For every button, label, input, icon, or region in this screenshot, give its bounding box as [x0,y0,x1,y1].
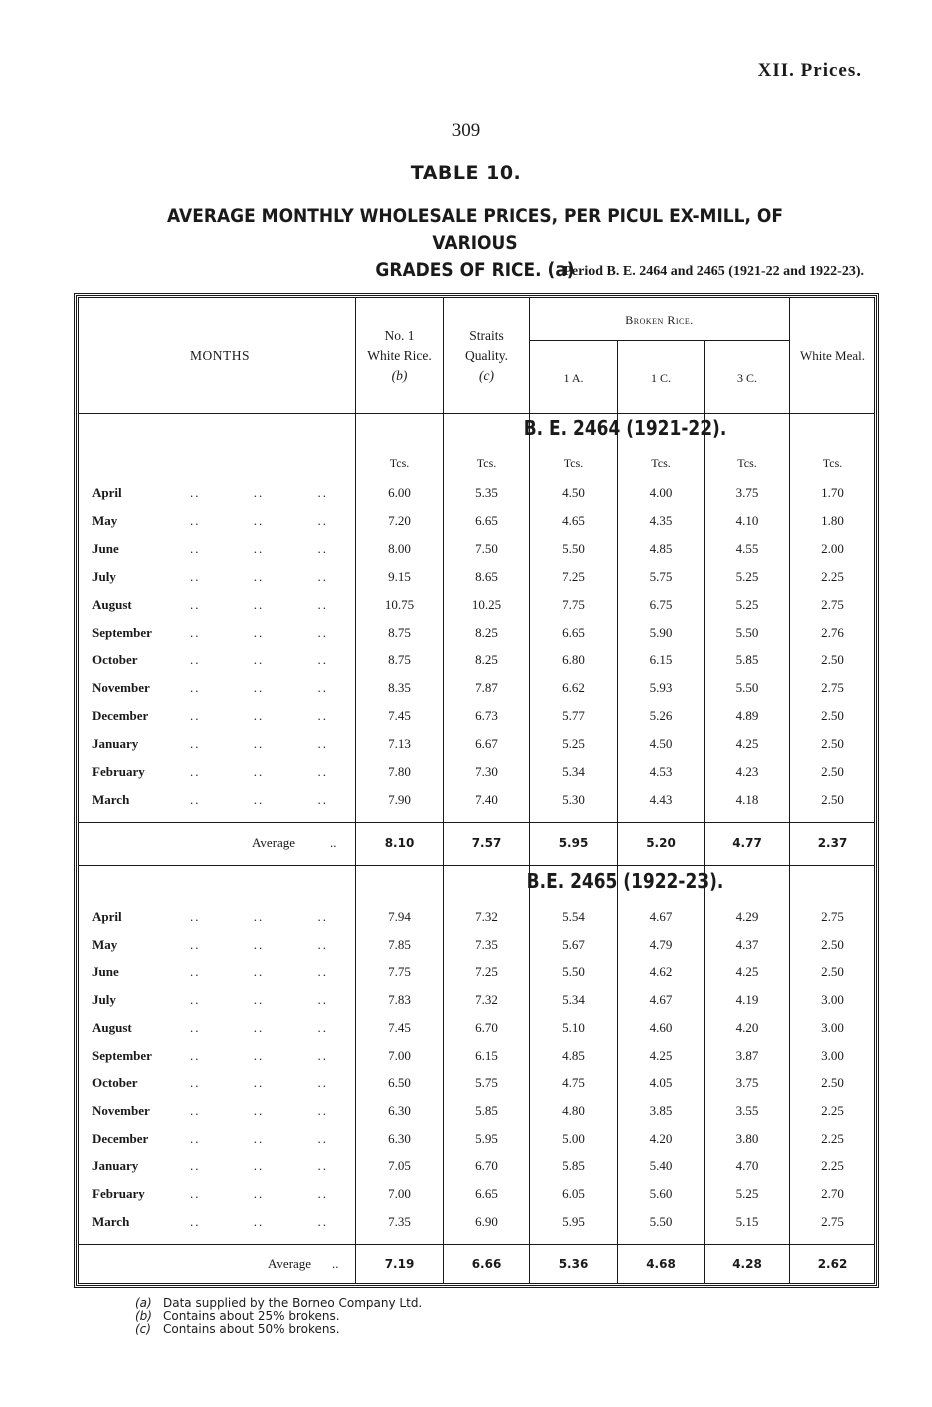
table-row [0,1211,932,1233]
average-row [0,1252,932,1276]
average-1a: 5.95 [558,836,589,850]
cell-straits: 6.73 [475,708,498,724]
cell-1c: 4.62 [649,964,673,980]
cell-1a: 5.25 [562,736,585,752]
unit-label-1c: Tcs. [651,456,671,470]
cell-straits: 5.85 [475,1102,498,1118]
table-row [0,761,932,783]
cell-1c: 4.25 [649,1047,673,1063]
month-label: October [92,1075,138,1091]
table-row [0,705,932,727]
month-label: September [92,624,152,640]
table-row [0,1045,932,1067]
unit-label-meal: Tcs. [822,456,843,470]
cell-no1: 7.94 [388,909,411,924]
header-no1-line1: No. 1 [384,328,415,343]
average-1a: 5.36 [558,1257,589,1271]
cell-1c: 5.26 [649,708,673,724]
cell-1c: 5.60 [649,1186,673,1201]
cell-no1: 7.05 [388,1158,411,1174]
cell-1c: 4.43 [649,791,673,807]
month-label: August [92,596,132,612]
cell-straits: 5.75 [475,1075,498,1091]
leader-dots: .. .. .. [190,791,328,807]
cell-3c: 4.18 [735,791,759,807]
table-row [0,1155,932,1177]
header-straits [444,326,529,386]
month-label: September [92,1047,152,1063]
cell-1a: 7.25 [562,568,585,584]
header-white-meal: White Meal. [800,348,865,363]
table-row [0,1128,932,1150]
table-row [0,1072,932,1094]
cell-1c: 5.40 [649,1158,673,1174]
cell-1c: 4.60 [649,1019,673,1035]
average-1c: 4.68 [646,1257,676,1271]
cell-meal: 3.00 [821,1047,844,1063]
cell-3c: 4.25 [735,736,759,752]
cell-1a: 6.05 [562,1186,585,1201]
footnotes [135,1297,422,1336]
leader-dots: .. .. .. [190,964,328,980]
cell-straits: 6.67 [475,736,498,752]
leader-dots: .. .. .. [190,624,328,640]
header-straits-line1: Straits [469,328,504,343]
leader-dots: .. .. .. [190,1213,328,1229]
leader-dots: .. .. .. [190,1130,328,1146]
cell-1a: 4.65 [562,512,585,528]
cell-1a: 4.50 [562,485,585,500]
leader-dots: .. .. .. [190,680,328,696]
cell-no1: 7.00 [388,1047,411,1063]
cell-1c: 6.15 [649,652,673,668]
month-label: February [92,1186,145,1201]
month-label: December [92,708,149,724]
cell-1c: 4.00 [649,485,673,500]
table-row [0,510,932,532]
cell-3c: 4.55 [735,540,759,556]
cell-1a: 5.54 [562,909,585,924]
cell-no1: 9.15 [388,568,411,584]
cell-straits: 8.25 [475,652,498,668]
cell-3c: 5.25 [735,596,759,612]
cell-1c: 5.93 [649,680,673,696]
cell-meal: 3.00 [821,1019,844,1035]
table-row [0,1017,932,1039]
table-row [0,538,932,560]
average-straits: 6.66 [471,1257,502,1271]
table-row [0,649,932,671]
cell-1c: 5.50 [649,1213,673,1229]
cell-no1: 7.75 [388,964,411,980]
cell-1a: 4.80 [562,1102,585,1118]
cell-1c: 4.05 [649,1075,673,1091]
cell-1a: 6.65 [562,624,585,640]
unit-label-3c: Tcs. [737,456,757,470]
cell-3c: 5.25 [735,1186,759,1201]
cell-straits: 6.70 [475,1019,498,1035]
leader-dots: .. .. .. [190,1102,328,1118]
table-row [0,934,932,956]
cell-3c: 5.15 [735,1213,759,1229]
month-label: April [92,909,122,924]
cell-3c: 3.75 [735,485,759,500]
running-head: XII. Prices. [757,60,862,81]
cell-1c: 3.85 [649,1102,673,1118]
cell-1a: 5.34 [562,764,585,779]
cell-no1: 7.35 [388,1213,411,1229]
cell-1a: 5.00 [562,1130,585,1146]
cell-no1: 7.13 [388,736,411,752]
table-row [0,1100,932,1122]
broken-rice-rule [530,340,789,341]
footnote-a-text: Data supplied by the Borneo Company Ltd. [163,1296,423,1310]
cell-meal: 2.25 [821,1158,844,1174]
month-label: December [92,1130,149,1146]
average-dots: .. [330,835,337,850]
leader-dots: .. .. .. [190,485,328,500]
leader-dots: .. .. .. [190,708,328,724]
table-title-line1: AVERAGE MONTHLY WHOLESALE PRICES, PER PICUL EX-MILL, OF VARIOUS [167,206,783,254]
cell-meal: 2.75 [821,1213,844,1229]
cell-no1: 7.20 [388,512,411,528]
cell-1a: 5.77 [562,708,585,724]
cell-meal: 2.76 [821,624,844,640]
leader-dots: .. .. .. [190,992,328,1008]
table-row [0,961,932,983]
footnote-c [135,1323,422,1336]
cell-no1: 7.00 [388,1186,411,1201]
leader-dots: .. .. .. [190,596,328,612]
page-number: 309 [451,120,481,141]
cell-no1: 7.80 [388,764,411,779]
average-meal: 2.62 [817,1257,848,1271]
cell-no1: 10.75 [384,596,415,612]
month-label: April [92,485,122,500]
cell-3c: 4.20 [735,1019,759,1035]
table-row [0,482,932,504]
table-row [0,677,932,699]
cell-no1: 6.50 [388,1075,411,1091]
cell-1c: 4.67 [649,909,673,924]
month-label: June [92,964,119,980]
cell-straits: 6.90 [475,1213,498,1229]
cell-1a: 4.75 [562,1075,585,1091]
cell-straits: 6.65 [475,1186,498,1201]
cell-1c: 5.75 [649,568,673,584]
footnote-b-text: Contains about 25% brokens. [163,1309,340,1323]
cell-1a: 5.34 [562,992,585,1008]
average-no1: 7.19 [384,1257,415,1271]
cell-3c: 4.19 [735,992,759,1008]
cell-3c: 3.55 [735,1102,759,1118]
cell-1c: 4.85 [649,540,673,556]
cell-meal: 2.75 [821,596,844,612]
header-straits-note: (c) [479,368,494,383]
average-label: Average [252,835,296,850]
month-label: March [92,791,130,807]
table-number: TABLE 10. [410,162,522,184]
cell-straits: 7.50 [475,540,498,556]
footnote-a-key: (a) [135,1296,152,1310]
section-heading: B.E. 2465 (1922-23). [526,869,724,893]
table-title-line2: GRADES OF RICE. (a) [375,260,575,281]
month-label: January [92,1158,139,1174]
footnote-b-key: (b) [135,1309,152,1323]
units-row [0,453,932,473]
table-row [0,594,932,616]
month-label: August [92,1019,132,1035]
cell-3c: 3.75 [735,1075,759,1091]
cell-1a: 4.85 [562,1047,585,1063]
month-label: November [92,1102,150,1118]
leader-dots: .. .. .. [190,936,328,952]
cell-no1: 8.75 [388,652,411,668]
table-row [0,789,932,811]
header-months: MONTHS [189,348,250,363]
cell-3c: 5.25 [735,568,759,584]
header-3c: 3 C. [736,371,757,385]
cell-meal: 2.50 [821,652,844,668]
unit-label-straits: Tcs. [476,456,497,470]
cell-3c: 5.85 [735,652,759,668]
month-label: May [92,936,118,952]
cell-3c: 4.89 [735,708,759,724]
cell-1a: 5.30 [562,791,585,807]
cell-3c: 4.25 [735,964,759,980]
average-meal: 2.37 [817,836,848,850]
average-no1: 8.10 [384,836,415,850]
cell-straits: 5.95 [475,1130,498,1146]
cell-3c: 4.23 [735,764,759,779]
cell-1c: 5.90 [649,624,673,640]
avg1-bottom-rule [78,865,875,866]
average-3c: 4.28 [732,1257,762,1271]
cell-3c: 4.29 [735,909,759,924]
cell-straits: 5.35 [475,485,498,500]
header-1c: 1 C. [650,371,671,385]
unit-label-1a: Tcs. [563,456,584,470]
leader-dots: .. .. .. [190,1019,328,1035]
cell-3c: 3.80 [735,1130,759,1146]
cell-1a: 5.10 [562,1019,585,1035]
cell-straits: 6.65 [475,512,498,528]
cell-no1: 7.90 [388,791,411,807]
month-label: January [92,736,139,752]
table-row [0,566,932,588]
cell-3c: 4.10 [735,512,759,528]
cell-no1: 6.30 [388,1102,411,1118]
cell-meal: 2.50 [821,964,844,980]
cell-meal: 2.50 [821,764,844,779]
cell-1a: 6.80 [562,652,585,668]
cell-1a: 5.50 [562,540,585,556]
month-label: March [92,1213,130,1229]
cell-straits: 8.25 [475,624,498,640]
cell-straits: 7.32 [475,909,498,924]
cell-1a: 7.75 [562,596,585,612]
cell-1c: 4.53 [649,764,673,779]
month-label: July [92,992,116,1008]
avg2-top-rule [78,1244,875,1245]
cell-3c: 4.70 [735,1158,759,1174]
cell-straits: 6.70 [475,1158,498,1174]
average-3c: 4.77 [732,836,762,850]
header-broken-rice: Broken Rice. [625,313,694,327]
cell-straits: 7.30 [475,764,498,779]
cell-meal: 2.50 [821,936,844,952]
cell-straits: 7.32 [475,992,498,1008]
cell-meal: 1.80 [821,512,844,528]
table-row [0,906,932,928]
leader-dots: .. .. .. [190,1047,328,1063]
month-label: June [92,540,119,556]
cell-meal: 2.75 [821,680,844,696]
leader-dots: .. .. .. [190,1186,328,1201]
cell-meal: 2.25 [821,568,844,584]
average-row [0,831,932,855]
cell-meal: 2.00 [821,540,844,556]
cell-straits: 7.35 [475,936,498,952]
unit-label-no1: Tcs. [389,456,410,470]
section-heading: B. E. 2464 (1921-22). [523,416,727,440]
leader-dots: .. .. .. [190,1075,328,1091]
average-1c: 5.20 [646,836,676,850]
month-label: October [92,652,138,668]
month-label: February [92,764,145,779]
cell-1a: 5.50 [562,964,585,980]
leader-dots: .. .. .. [190,568,328,584]
cell-meal: 2.50 [821,708,844,724]
average-straits: 7.57 [471,836,502,850]
table-row [0,622,932,644]
avg1-top-rule [78,822,875,823]
cell-3c: 3.87 [735,1047,759,1063]
cell-meal: 2.25 [821,1130,844,1146]
cell-no1: 6.30 [388,1130,411,1146]
cell-straits: 7.25 [475,964,498,980]
leader-dots: .. .. .. [190,909,328,924]
footnote-c-text: Contains about 50% brokens. [163,1322,340,1336]
cell-no1: 8.75 [388,624,411,640]
cell-meal: 2.50 [821,791,844,807]
cell-1c: 4.35 [649,512,673,528]
table-row [0,733,932,755]
header-1a: 1 A. [563,371,584,385]
cell-no1: 7.45 [388,708,411,724]
cell-1a: 5.85 [562,1158,585,1174]
cell-3c: 5.50 [735,680,759,696]
cell-3c: 5.50 [735,624,759,640]
header-no1-line2: White Rice. [367,348,432,363]
leader-dots: .. .. .. [190,1158,328,1174]
cell-straits: 7.87 [475,680,498,696]
cell-no1: 7.83 [388,992,411,1008]
cell-no1: 8.35 [388,680,411,696]
cell-meal: 1.70 [821,485,844,500]
cell-no1: 7.85 [388,936,411,952]
cell-meal: 2.70 [821,1186,844,1201]
cell-1c: 4.67 [649,992,673,1008]
cell-1a: 5.95 [562,1213,585,1229]
cell-straits: 8.65 [475,568,498,584]
cell-no1: 7.45 [388,1019,411,1035]
leader-dots: .. .. .. [190,652,328,668]
header-bottom-rule [78,413,875,414]
header-no1-note: (b) [391,368,408,383]
period-line: Period B. E. 2464 and 2465 (1921-22 and 1922-23). [563,264,864,279]
cell-1c: 6.75 [649,596,673,612]
cell-meal: 2.50 [821,736,844,752]
cell-1c: 4.79 [649,936,673,952]
header-straits-line2: Quality. [465,348,508,363]
header-no1 [356,326,443,386]
cell-1a: 5.67 [562,936,585,952]
leader-dots: .. .. .. [190,512,328,528]
cell-meal: 2.25 [821,1102,844,1118]
cell-meal: 2.75 [821,909,844,924]
month-label: November [92,680,150,696]
cell-no1: 8.00 [388,540,411,556]
average-dots: .. [332,1256,339,1271]
month-label: May [92,512,118,528]
cell-no1: 6.00 [388,485,411,500]
cell-meal: 2.50 [821,1075,844,1091]
cell-3c: 4.37 [735,936,759,952]
average-label: Average [268,1256,312,1271]
cell-straits: 7.40 [475,791,498,807]
leader-dots: .. .. .. [190,540,328,556]
cell-straits: 10.25 [471,596,502,612]
cell-1a: 6.62 [562,680,585,696]
cell-1c: 4.20 [649,1130,673,1146]
footnote-c-key: (c) [135,1322,151,1336]
leader-dots: .. .. .. [190,736,328,752]
cell-meal: 3.00 [821,992,844,1008]
month-label: July [92,568,116,584]
cell-straits: 6.15 [475,1047,498,1063]
leader-dots: .. .. .. [190,764,328,779]
table-row [0,989,932,1011]
cell-1c: 4.50 [649,736,673,752]
table-row [0,1183,932,1205]
